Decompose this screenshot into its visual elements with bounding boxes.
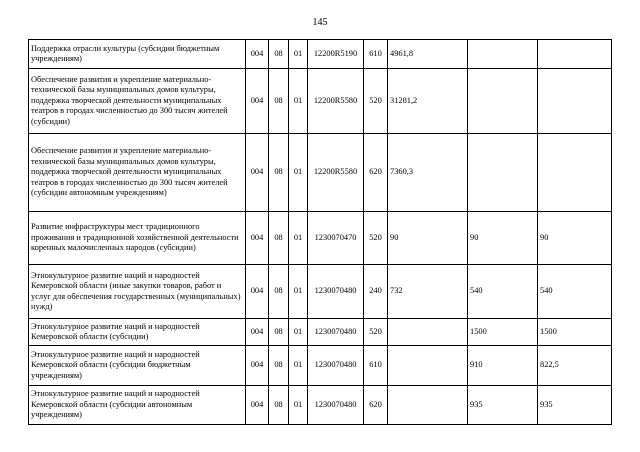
row-target: 12200R5190: [308, 40, 364, 69]
table-row: [29, 40, 612, 69]
row-ministry: 004: [246, 212, 269, 265]
row-ministry: 004: [246, 40, 269, 69]
row-sum3: [538, 40, 612, 69]
row-ministry: 004: [246, 346, 269, 386]
row-sum2: 540: [468, 265, 538, 319]
row-expense-type: 520: [364, 212, 388, 265]
row-expense-type: 620: [364, 134, 388, 212]
row-description: Обеспечение развития и укрепление материально-технической базы муниципальных домов культуры, поддержка творческой деятельности муниципальных театров в городах численностью до 300 тысяч жителей (субсидии): [29, 69, 246, 134]
row-sum2: [468, 69, 538, 134]
row-target: 1230070480: [308, 265, 364, 319]
row-target: 12200R5580: [308, 134, 364, 212]
row-description: Этнокультурное развитие наций и народностей Кемеровской области (иные закупки товаров, работ и услуг для обеспечения государственных (муниципальных) нужд): [29, 265, 246, 319]
row-section: 08: [269, 40, 289, 69]
row-sum3: [538, 134, 612, 212]
row-expense-type: 610: [364, 346, 388, 386]
row-subsection: 01: [289, 40, 308, 69]
row-sum1: [388, 319, 468, 346]
row-subsection: 01: [289, 346, 308, 386]
row-sum1: 732: [388, 265, 468, 319]
row-sum1: 7360,3: [388, 134, 468, 212]
row-ministry: 004: [246, 134, 269, 212]
row-description: Этнокультурное развитие наций и народностей Кемеровской области (субсидии автономным учреждениям): [29, 386, 246, 425]
row-subsection: 01: [289, 134, 308, 212]
row-expense-type: 240: [364, 265, 388, 319]
row-ministry: 004: [246, 319, 269, 346]
table-row: [29, 386, 612, 425]
row-sum2: 1500: [468, 319, 538, 346]
table-row: [29, 69, 612, 134]
row-description: Обеспечение развития и укрепление материально-технической базы муниципальных домов культуры, поддержка творческой деятельности муниципальных театров в городах численностью до 300 тысяч жителей (субсидии автономным учреждениям): [29, 134, 246, 212]
row-sum1: 90: [388, 212, 468, 265]
row-target: 1230070470: [308, 212, 364, 265]
row-sum1: 31281,2: [388, 69, 468, 134]
row-subsection: 01: [289, 386, 308, 425]
row-sum2: 90: [468, 212, 538, 265]
row-sum3: 540: [538, 265, 612, 319]
row-sum2: [468, 40, 538, 69]
row-target: 1230070480: [308, 386, 364, 425]
row-expense-type: 520: [364, 69, 388, 134]
row-sum2: [468, 134, 538, 212]
row-ministry: 004: [246, 69, 269, 134]
row-expense-type: 520: [364, 319, 388, 346]
row-sum3: 90: [538, 212, 612, 265]
row-sum1: 4961,8: [388, 40, 468, 69]
row-ministry: 004: [246, 386, 269, 425]
table-row: [29, 134, 612, 212]
row-section: 08: [269, 134, 289, 212]
row-description: Поддержка отрасли культуры (субсидии бюджетным учреждениям): [29, 40, 246, 69]
row-expense-type: 610: [364, 40, 388, 69]
row-subsection: 01: [289, 319, 308, 346]
table-row: [29, 319, 612, 346]
table-row: [29, 346, 612, 386]
row-sum3: 935: [538, 386, 612, 425]
row-section: 08: [269, 212, 289, 265]
row-sum1: [388, 346, 468, 386]
row-sum3: [538, 69, 612, 134]
row-sum2: 910: [468, 346, 538, 386]
row-target: 1230070480: [308, 319, 364, 346]
row-sum2: 935: [468, 386, 538, 425]
row-subsection: 01: [289, 265, 308, 319]
table-row: [29, 212, 612, 265]
row-subsection: 01: [289, 212, 308, 265]
row-section: 08: [269, 69, 289, 134]
budget-table: [28, 39, 612, 425]
row-section: 08: [269, 265, 289, 319]
row-subsection: 01: [289, 69, 308, 134]
row-sum1: [388, 386, 468, 425]
row-section: 08: [269, 346, 289, 386]
row-expense-type: 620: [364, 386, 388, 425]
row-sum3: 1500: [538, 319, 612, 346]
row-description: Этнокультурное развитие наций и народностей Кемеровской области (субсидии бюджетным учреждениям): [29, 346, 246, 386]
row-ministry: 004: [246, 265, 269, 319]
table-row: [29, 265, 612, 319]
page-number: 145: [312, 17, 328, 28]
row-sum3: 822,5: [538, 346, 612, 386]
row-description: Развитие инфраструктуры мест традиционного проживания и традиционной хозяйственной деятельности коренных малочисленных народов (субсидии): [29, 212, 246, 265]
row-section: 08: [269, 386, 289, 425]
row-description: Этнокультурное развитие наций и народностей Кемеровской области (субсидии): [29, 319, 246, 346]
row-target: 1230070480: [308, 346, 364, 386]
row-target: 12200R5580: [308, 69, 364, 134]
row-section: 08: [269, 319, 289, 346]
